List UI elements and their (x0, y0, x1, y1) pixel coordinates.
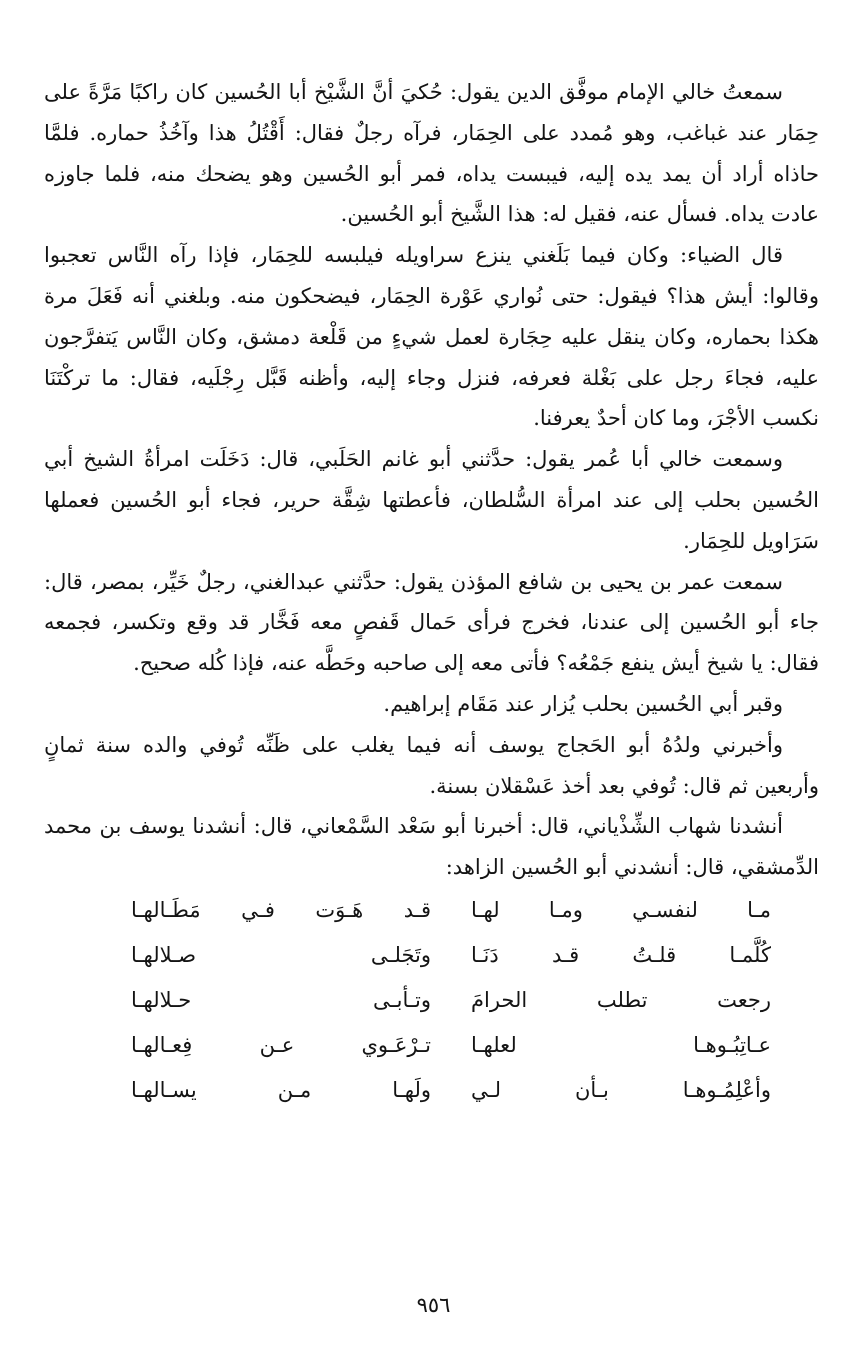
poem-verse (131, 978, 771, 1023)
verse-second-hemistich: ولَهـا مـن يسـالهـا (131, 1077, 431, 1102)
verse-first-hemistich: وأعْلِمُـوهـا بـأن لـي (471, 1077, 771, 1102)
paragraph-1: سمعتُ خالي الإمام موفَّق الدين يقول: حُكيَ أنَّ الشَّيْخ أبا الحُسين كان راكبًا مَرَّةً على حِمَار عند غباغب، وهو مُمدد على الحِمَار، فرآه رجلٌ فقال: أَقْتُلُ هذا وآخُذُ حماره. فلمَّا حاذاه أراد أن يمد يده إليه، فيبست يداه، فمر أبو الحُسين وهو يضحك منه، فلما جاوزه عادت يداه. فسأل عنه، فقيل له: هذا الشَّيخ أبو الحُسين. (44, 80, 819, 227)
poem-verse (131, 1068, 771, 1113)
page-body (44, 72, 819, 1113)
poem-verse (131, 933, 771, 978)
verse-second-hemistich: تـرْعَـوي عـن فِعـالهـا (131, 1032, 431, 1057)
verse-second-hemistich: قـد هَـوَت فـي مَطَـالهـا (131, 897, 431, 922)
poem (131, 888, 771, 1113)
paragraph-3: وسمعت خالي أبا عُمر يقول: حدَّثني أبو غانم الحَلَبي، قال: دَخَلَت امرأةُ الشيخ أبي الحُسين بحلب إلى عند امرأة السُّلطان، فأعطتها شِقَّة حرير، فجاء أبو الحُسين فعملها سَرَاويل للحِمَار. (44, 447, 819, 553)
paragraph-7: أنشدنا شهاب الشِّذْياني، قال: أخبرنا أبو سَعْد السَّمْعاني، قال: أنشدنا يوسف بن محمد الدِّمشقي، قال: أنشدني أبو الحُسين الزاهد: (44, 814, 819, 880)
verse-first-hemistich: كُلَّمـا قلـتُ قـد دَنَـا (471, 942, 771, 967)
paragraph-4: سمعت عمر بن يحيى بن شافع المؤذن يقول: حدَّثني عبدالغني، رجلٌ خَيِّر، بمصر، قال: جاء أبو الحُسين إلى عندنا، فخرج فرأى حَمال قَفصٍ معه فَخَّار قد وقع وتكسر، فجمعه فقال: يا شيخ أيش ينفع جَمْعُه؟ فأتى معه إلى صاحبه وحَطَّه عنه، فإذا كُله صحيح. (44, 569, 819, 676)
poem-verse (131, 1023, 771, 1068)
verse-first-hemistich: عـاتِبُـوهـا لعلهـا (471, 1032, 771, 1057)
page-number: ٩٥٦ (416, 1293, 451, 1317)
poem-verse (131, 888, 771, 933)
verse-second-hemistich: وتَجَلـى صـلالهـا (131, 942, 431, 967)
verse-first-hemistich: رجعت تطلب الحرامَ (471, 987, 771, 1012)
paragraph-6: وأخبرني ولدُهُ أبو الحَجاج يوسف أنه فيما يغلب على ظَنِّه تُوفي والده سنة ثمانٍ وأربعين ثم قال: تُوفي بعد أخذ عَسْقلان بسنة. (44, 732, 819, 798)
verse-first-hemistich: مـا لنفسـي ومـا لهـا (471, 897, 771, 922)
verse-second-hemistich: وتـأبـى حـلالهـا (131, 987, 431, 1012)
paragraph-2: قال الضياء: وكان فيما بَلَغني ينزع سراويله فيلبسه للحِمَار، فإذا رآه النَّاس تعجبوا وقالوا: أيش هذا؟ فيقول: حتى نُواري عَوْرة الحِمَار، فيضحكون منه. وبلغني أنه فَعَلَ مرة هكذا بحماره، وكان ينقل عليه حِجَارة لعمل شيءٍ من قَلْعة دمشق، وكان النَّاس يَتفرَّجون عليه، فجاءَ رجل على بَغْلة فعرفه، فنزل وجاء إليه، وأظنه قَبَّل رِجْلَيه، فقال: ما تركْتَنَا نكسب الأجْرَ، وما كان أحدٌ يعرفنا. (44, 243, 819, 431)
paragraph-5: وقبر أبي الحُسين بحلب يُزار عند مَقَام إبراهيم. (383, 691, 783, 716)
